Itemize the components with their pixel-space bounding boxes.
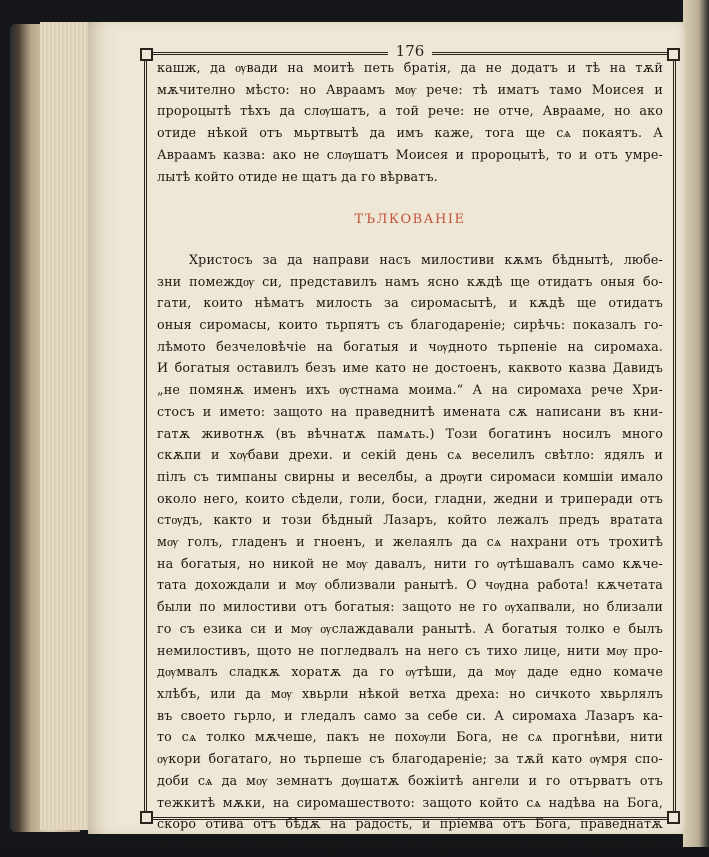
text-line: И богатыя оставилъ безъ име като не достоенъ, каквото казва Давидъ [157,360,663,376]
text-line: Христосъ за да направи насъ милостиви кѫмъ бѣднытѣ, любе- [189,251,663,267]
text-line: лѣмото безчеловѣчіе на богатыя и чѹдното тьрпеніе на сиромаха. [157,338,663,354]
text-line: ѹкори богатаго, но тьрпеше съ благодареніе; за тѫй като ѹмря спо- [157,751,663,767]
text-line: стѹдъ, както и този бѣдный Лазаръ, който лежалъ предъ вратата [157,512,663,528]
section-heading: ТЪЛКОВАНІЕ [354,212,466,228]
text-line: въ своето гьрло, и гледалъ само за себе си. А сиромаха Лазаръ ка- [157,707,663,723]
text-line: то сѧ толко мѫчеше, пакъ не похѹли Бога, не сѧ прогнѣви, нити [157,729,663,745]
text-line: мѹ голъ, гладенъ и гноенъ, и желаялъ да сѧ нахрани отъ трохитѣ [157,534,663,550]
page-number: 176 [147,42,673,60]
text-line: немилостивъ, щото не погледвалъ на него съ тихо лице, нити мѹ про- [157,642,663,658]
text-line: скоро отива отъ бѣдѫ на радость, и пріемва отъ Бога, праведнатѫ [157,816,663,832]
text-line: „не помянѫ именъ ихъ ѹстнама моима.“ А на сиромаха рече Хри- [157,382,663,398]
text-line: зни помеждѹ си, представилъ намъ ясно кѫдѣ ще отидатъ оныя бо- [157,273,663,289]
text-line: около него, които сѣдели, голи, боси, гладни, жедни и триперади отъ [157,490,663,506]
text-line: скѫпи и хѹбави дрехи. и секій день сѧ веселилъ свѣтло: ядялъ и [157,447,663,463]
text-line: пророцытѣ тѣхъ да слѹшатъ, а той рече: не отче, Аврааме, но ако [157,103,663,119]
text-line: на богатыя, но никой не мѹ давалъ, нити го ѹтѣшавалъ само кѫче- [157,555,663,571]
frame-corner-ornament [140,811,153,824]
text-line: доби сѧ да мѹ земнатъ дѹшатѫ божіитѣ ангели и го отърватъ отъ [157,772,663,788]
text-line: хлѣбъ, или да мѹ хвьрли нѣкой ветха дреха: но сичкото хвьрлялъ [157,685,663,701]
text-line: оныя сиромасы, които тьрпятъ съ благодареніе; сирѣчь: показалъ го- [157,317,663,333]
text-line: дѹмвалъ сладкѫ хоратѫ да го ѹтѣши, да мѹ даде едно комаче [157,664,663,680]
paragraph-continuation [157,57,663,187]
text-line: стосъ и името: защото на праведнитѣ имената сѫ написани въ кни- [157,403,663,419]
text-line: были по милостиви отъ богатыя: защото не го ѹхапвали, но близали [157,599,663,615]
text-line: кашж, да ѹвади на моитѣ петь братія, да не додатъ и тѣ на тѫй [157,60,663,75]
text-line: тата дохождали и мѹ облизвали ранытѣ. О чѹдна работа! кѫчетата [157,577,663,593]
commentary-paragraph [157,249,663,857]
page-border-frame [144,42,676,853]
text-line: го съ езика си и мѹ ѹслаждавали ранытѣ. А богатыя толко е былъ [157,620,663,636]
text-line: отиде нѣкой отъ мьртвытѣ да имъ каже, тога ще сѧ покаятъ. А [157,125,663,141]
page-text [157,57,663,857]
text-line: тежкитѣ мѫки, на сиромашеството: защото който сѧ надѣва на Бога, [157,794,663,810]
text-line: мѫчително мѣсто: но Авраамъ мѹ рече: тѣ иматъ тамо Моисея и [157,81,663,97]
text-line: гати, които нѣматъ милость за сиромасытѣ, и кѫдѣ ще отидатъ [157,295,663,311]
text-line: пілъ съ тимпаны свирны и веселбы, а дрѹги сиромаси комшіи имало [157,468,663,484]
text-line: гатѫ животнѫ (въ вѣчнатѫ памѧть.) Този богатинъ носилъ много [157,425,663,441]
text-line: лытѣ който отиде не щатъ да го вѣрватъ. [157,168,438,184]
text-line: Авраамъ казва: ако не слѹшатъ Моисея и пророцытѣ, то и отъ умре- [157,146,663,162]
frame-corner-ornament [667,811,680,824]
text-line: си заплатѫ, както Лазаръ сѣдна въ авраамоватѫ пазва, заради сво- [157,837,663,853]
facing-page-edge [683,0,709,847]
book-page [88,22,685,853]
